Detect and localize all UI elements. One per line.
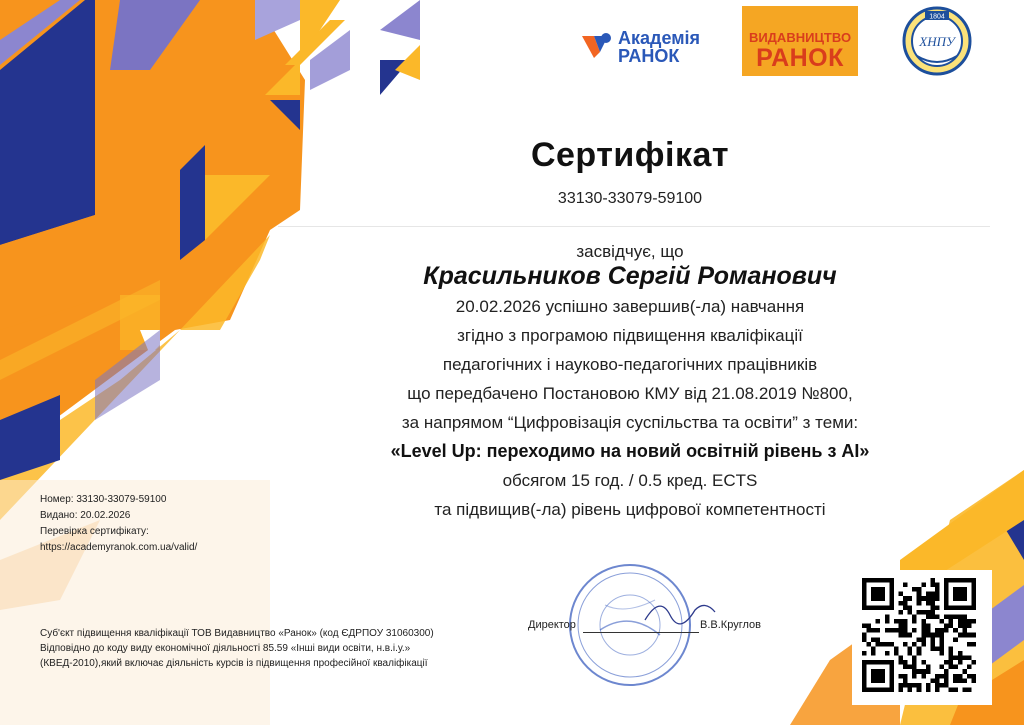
program-text: згідно з програмою підвищення кваліфікації [457, 326, 803, 345]
footer-line-3: (КВЕД-2010),який включає діяльність курсів із підвищення професійної кваліфікації [40, 658, 428, 669]
meta-number: Номер: 33130-33079-59100 [40, 494, 167, 505]
meta-verify-url[interactable]: https://academyranok.com.ua/valid/ [40, 542, 198, 553]
recipient-name: Красильников Сергій Романович [423, 262, 837, 290]
director-name: В.В.Круглов [700, 619, 761, 631]
publisher-logo-text-1: ВИДАВНИЦТВО [748, 30, 852, 45]
qr-code[interactable] [862, 578, 976, 692]
academy-logo-text-2: РАНОК [618, 46, 680, 66]
academy-ranok-logo [580, 24, 720, 72]
certifies-text: засвідчує, що [576, 242, 684, 261]
volume-text: обсягом 15 год. / 0.5 кред. ECTS [502, 471, 758, 490]
outcome-text: та підвищив(-ла) рівень цифрової компетентності [434, 500, 826, 519]
academy-logo-icon [580, 28, 614, 62]
university-year: 1804 [929, 13, 945, 21]
meta-issued: Видано: 20.02.2026 [40, 510, 131, 521]
university-abbr: ХНПУ [919, 34, 955, 49]
certificate-number: 33130-33079-59100 [557, 190, 703, 207]
course-topic: «Level Up: переходимо на новий освітній рівень з AI» [390, 441, 870, 461]
certificate-title: Сертифікат [530, 136, 730, 174]
director-label: Директор [528, 619, 576, 631]
publisher-logo-text-2: РАНОК [756, 44, 844, 72]
divider [278, 226, 990, 227]
regulation-text: що передбачено Постановою КМУ від 21.08.2019 №800, [407, 384, 853, 403]
university-seal-icon [902, 6, 972, 76]
footer-line-2: Відповідно до коду виду економічної діяльності 85.59 «Інші види освіти, н.в.і.у.» [40, 643, 411, 654]
completion-text: 20.02.2026 успішно завершив(-ла) навчання [455, 297, 805, 316]
signature-line [583, 632, 699, 633]
direction-text: за напрямом “Цифровізація суспільства та освіти” з теми: [401, 413, 859, 432]
publisher-ranok-logo [742, 6, 858, 76]
footer-line-1: Суб'єкт підвищення кваліфікації ТОВ Видавництво «Ранок» (код ЄДРПОУ 31060300) [40, 628, 434, 639]
meta-verify-label: Перевірка сертифікату: [40, 526, 149, 537]
academy-logo-text-1: Академія [618, 28, 701, 48]
audience-text: педагогічних і науково-педагогічних працівників [442, 355, 818, 374]
